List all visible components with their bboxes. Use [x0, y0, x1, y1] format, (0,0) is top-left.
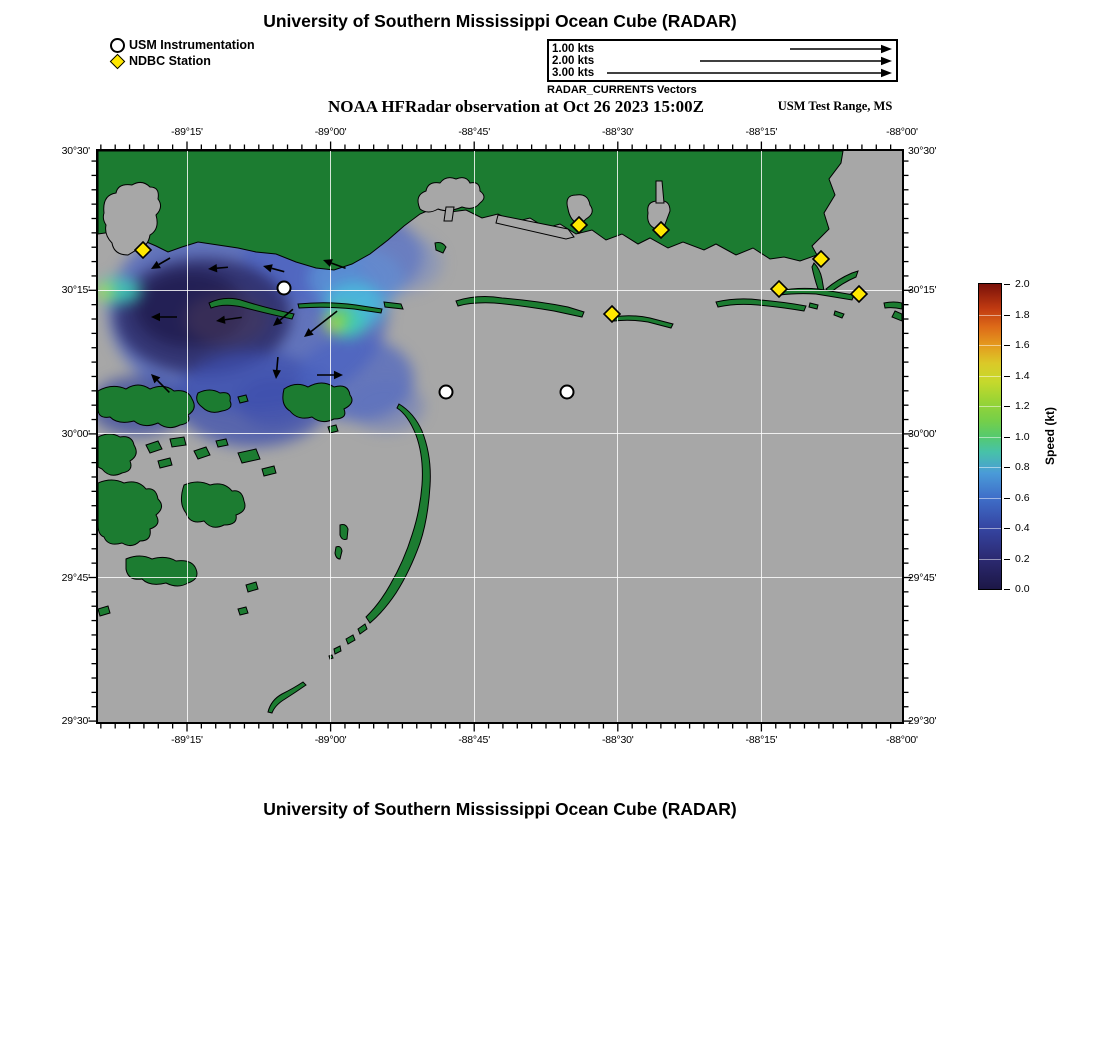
colorbar-separator — [979, 376, 1001, 377]
current-vector-shaft — [157, 380, 169, 392]
current-vector-head — [323, 259, 333, 267]
y-tick-label: 29°30' — [61, 715, 90, 727]
current-vector-shaft — [311, 311, 337, 331]
y-tick-label: 29°45' — [908, 571, 937, 584]
current-vector-shaft — [225, 317, 242, 319]
x-tick-label: -89°00' — [314, 734, 347, 746]
map-canvas — [96, 149, 904, 724]
x-tick-label: -88°00' — [886, 126, 918, 138]
y-tick-label: 30°30' — [61, 145, 90, 157]
y-tick-label: 30°00' — [908, 427, 937, 440]
x-tick-label: -88°45' — [458, 734, 491, 746]
current-vector-shaft — [159, 258, 170, 265]
y-tick-label: 29°30' — [908, 715, 937, 727]
scale-arrow-head — [881, 69, 892, 77]
x-tick-label: -89°00' — [314, 126, 347, 138]
y-axis-labels-right — [908, 145, 962, 727]
colorbar-separator — [979, 559, 1001, 560]
vector-scale-caption: RADAR_CURRENTS Vectors — [547, 84, 697, 96]
colorbar-separator — [979, 406, 1001, 407]
axis-ticks-left — [84, 149, 96, 724]
current-vector-shaft — [331, 263, 345, 268]
ndbc-station-marker — [604, 306, 620, 322]
colorbar-tick — [1004, 284, 1010, 285]
y-tick-label: 30°30' — [908, 145, 937, 157]
x-tick-label: -88°30' — [601, 734, 634, 746]
scale-arrow-head — [881, 45, 892, 53]
vector-scale-label: 3.00 kts — [552, 66, 595, 79]
current-vector-head — [151, 313, 160, 321]
axis-ticks-bottom — [96, 724, 904, 736]
legend-label: USM Instrumentation — [129, 38, 255, 52]
ndbc-diamond-icon — [110, 53, 126, 69]
colorbar-tick-label: 2.0 — [1015, 278, 1030, 290]
colorbar-tick-label: 1.6 — [1015, 339, 1030, 351]
colorbar-tick — [1004, 345, 1010, 346]
y-tick-label: 29°45' — [61, 571, 90, 584]
axis-ticks-right — [904, 149, 916, 724]
colorbar-tick — [1004, 589, 1010, 590]
observation-subtitle: NOAA HFRadar observation at Oct 26 2023 15:00Z — [327, 97, 705, 116]
colorbar-tick-label: 0.2 — [1015, 552, 1030, 565]
x-tick-label: -88°45' — [458, 126, 491, 138]
page-title: University of Southern Mississippi Ocean Cube (RADAR) — [263, 11, 737, 31]
colorbar-separator — [979, 498, 1001, 499]
x-tick-label: -88°00' — [886, 734, 918, 746]
x-tick-label: -88°30' — [601, 126, 634, 138]
colorbar-tick — [1004, 498, 1010, 499]
ndbc-station-marker — [851, 286, 867, 302]
colorbar-tick-label: 1.8 — [1015, 308, 1030, 321]
vector-scale-arrows — [549, 41, 895, 79]
usm-instrumentation-marker — [561, 386, 574, 399]
colorbar-gradient — [978, 283, 1002, 590]
usm-circle-icon — [110, 38, 125, 53]
legend-label: NDBC Station — [129, 54, 211, 68]
colorbar-separator — [979, 437, 1001, 438]
y-tick-label: 30°15' — [61, 284, 90, 297]
ndbc-station-marker — [135, 242, 151, 258]
colorbar-separator — [979, 315, 1001, 316]
ndbc-station-marker — [813, 251, 829, 267]
usm-instrumentation-marker — [278, 282, 291, 295]
page-title-bottom: University of Southern Mississippi Ocean Cube (RADAR) — [263, 799, 737, 819]
colorbar-separator — [979, 345, 1001, 346]
ndbc-station-marker — [771, 281, 787, 297]
current-vector-head — [216, 316, 225, 324]
vector-scale-label: 2.00 kts — [552, 54, 595, 67]
ndbc-station-marker — [653, 222, 669, 238]
colorbar-tick — [1004, 406, 1010, 407]
region-label: USM Test Range, MS — [777, 99, 893, 113]
colorbar-tick-label: 1.0 — [1015, 430, 1030, 443]
current-vector-shaft — [217, 267, 228, 268]
current-vector-head — [263, 264, 273, 272]
current-vector-shaft — [277, 357, 278, 370]
y-axis-labels-left — [36, 145, 90, 727]
x-tick-label: -88°15' — [745, 126, 778, 138]
map-overlay — [98, 151, 902, 722]
x-tick-label: -89°15' — [171, 734, 203, 746]
current-vector-head — [334, 371, 343, 379]
current-vector-head — [273, 370, 281, 379]
map-legend — [110, 37, 255, 69]
legend-item — [110, 37, 255, 53]
axis-ticks-top — [96, 137, 904, 149]
x-tick-label: -88°15' — [745, 734, 778, 746]
colorbar-tick-label: 0.8 — [1015, 461, 1030, 473]
vector-scale-box — [547, 39, 898, 82]
y-tick-label: 30°15' — [908, 284, 937, 297]
scale-arrow-head — [881, 57, 892, 65]
colorbar-tick — [1004, 559, 1010, 560]
colorbar-label: Speed (kt) — [1043, 406, 1057, 466]
x-tick-label: -89°15' — [171, 126, 203, 138]
colorbar-separator — [979, 467, 1001, 468]
colorbar-separator — [979, 528, 1001, 529]
ndbc-station-marker — [571, 217, 587, 233]
colorbar-tick-label: 0.6 — [1015, 491, 1030, 504]
current-vector-shaft — [280, 309, 293, 320]
current-vector-shaft — [272, 268, 285, 271]
colorbar-area — [978, 278, 1088, 595]
y-tick-label: 30°00' — [61, 427, 90, 440]
vector-scale-label: 1.00 kts — [552, 42, 595, 55]
current-vector-head — [208, 264, 217, 272]
colorbar-tick-label: 0.0 — [1015, 583, 1030, 595]
colorbar-tick — [1004, 437, 1010, 438]
usm-instrumentation-marker — [440, 386, 453, 399]
colorbar-tick-label: 1.4 — [1015, 369, 1030, 382]
colorbar-tick — [1004, 467, 1010, 468]
colorbar-tick — [1004, 376, 1010, 377]
colorbar-tick — [1004, 528, 1010, 529]
legend-item — [110, 53, 255, 69]
colorbar-tick-label: 0.4 — [1015, 522, 1030, 534]
current-vector-head — [304, 328, 314, 337]
colorbar-tick-label: 1.2 — [1015, 400, 1030, 412]
colorbar-tick — [1004, 315, 1010, 316]
